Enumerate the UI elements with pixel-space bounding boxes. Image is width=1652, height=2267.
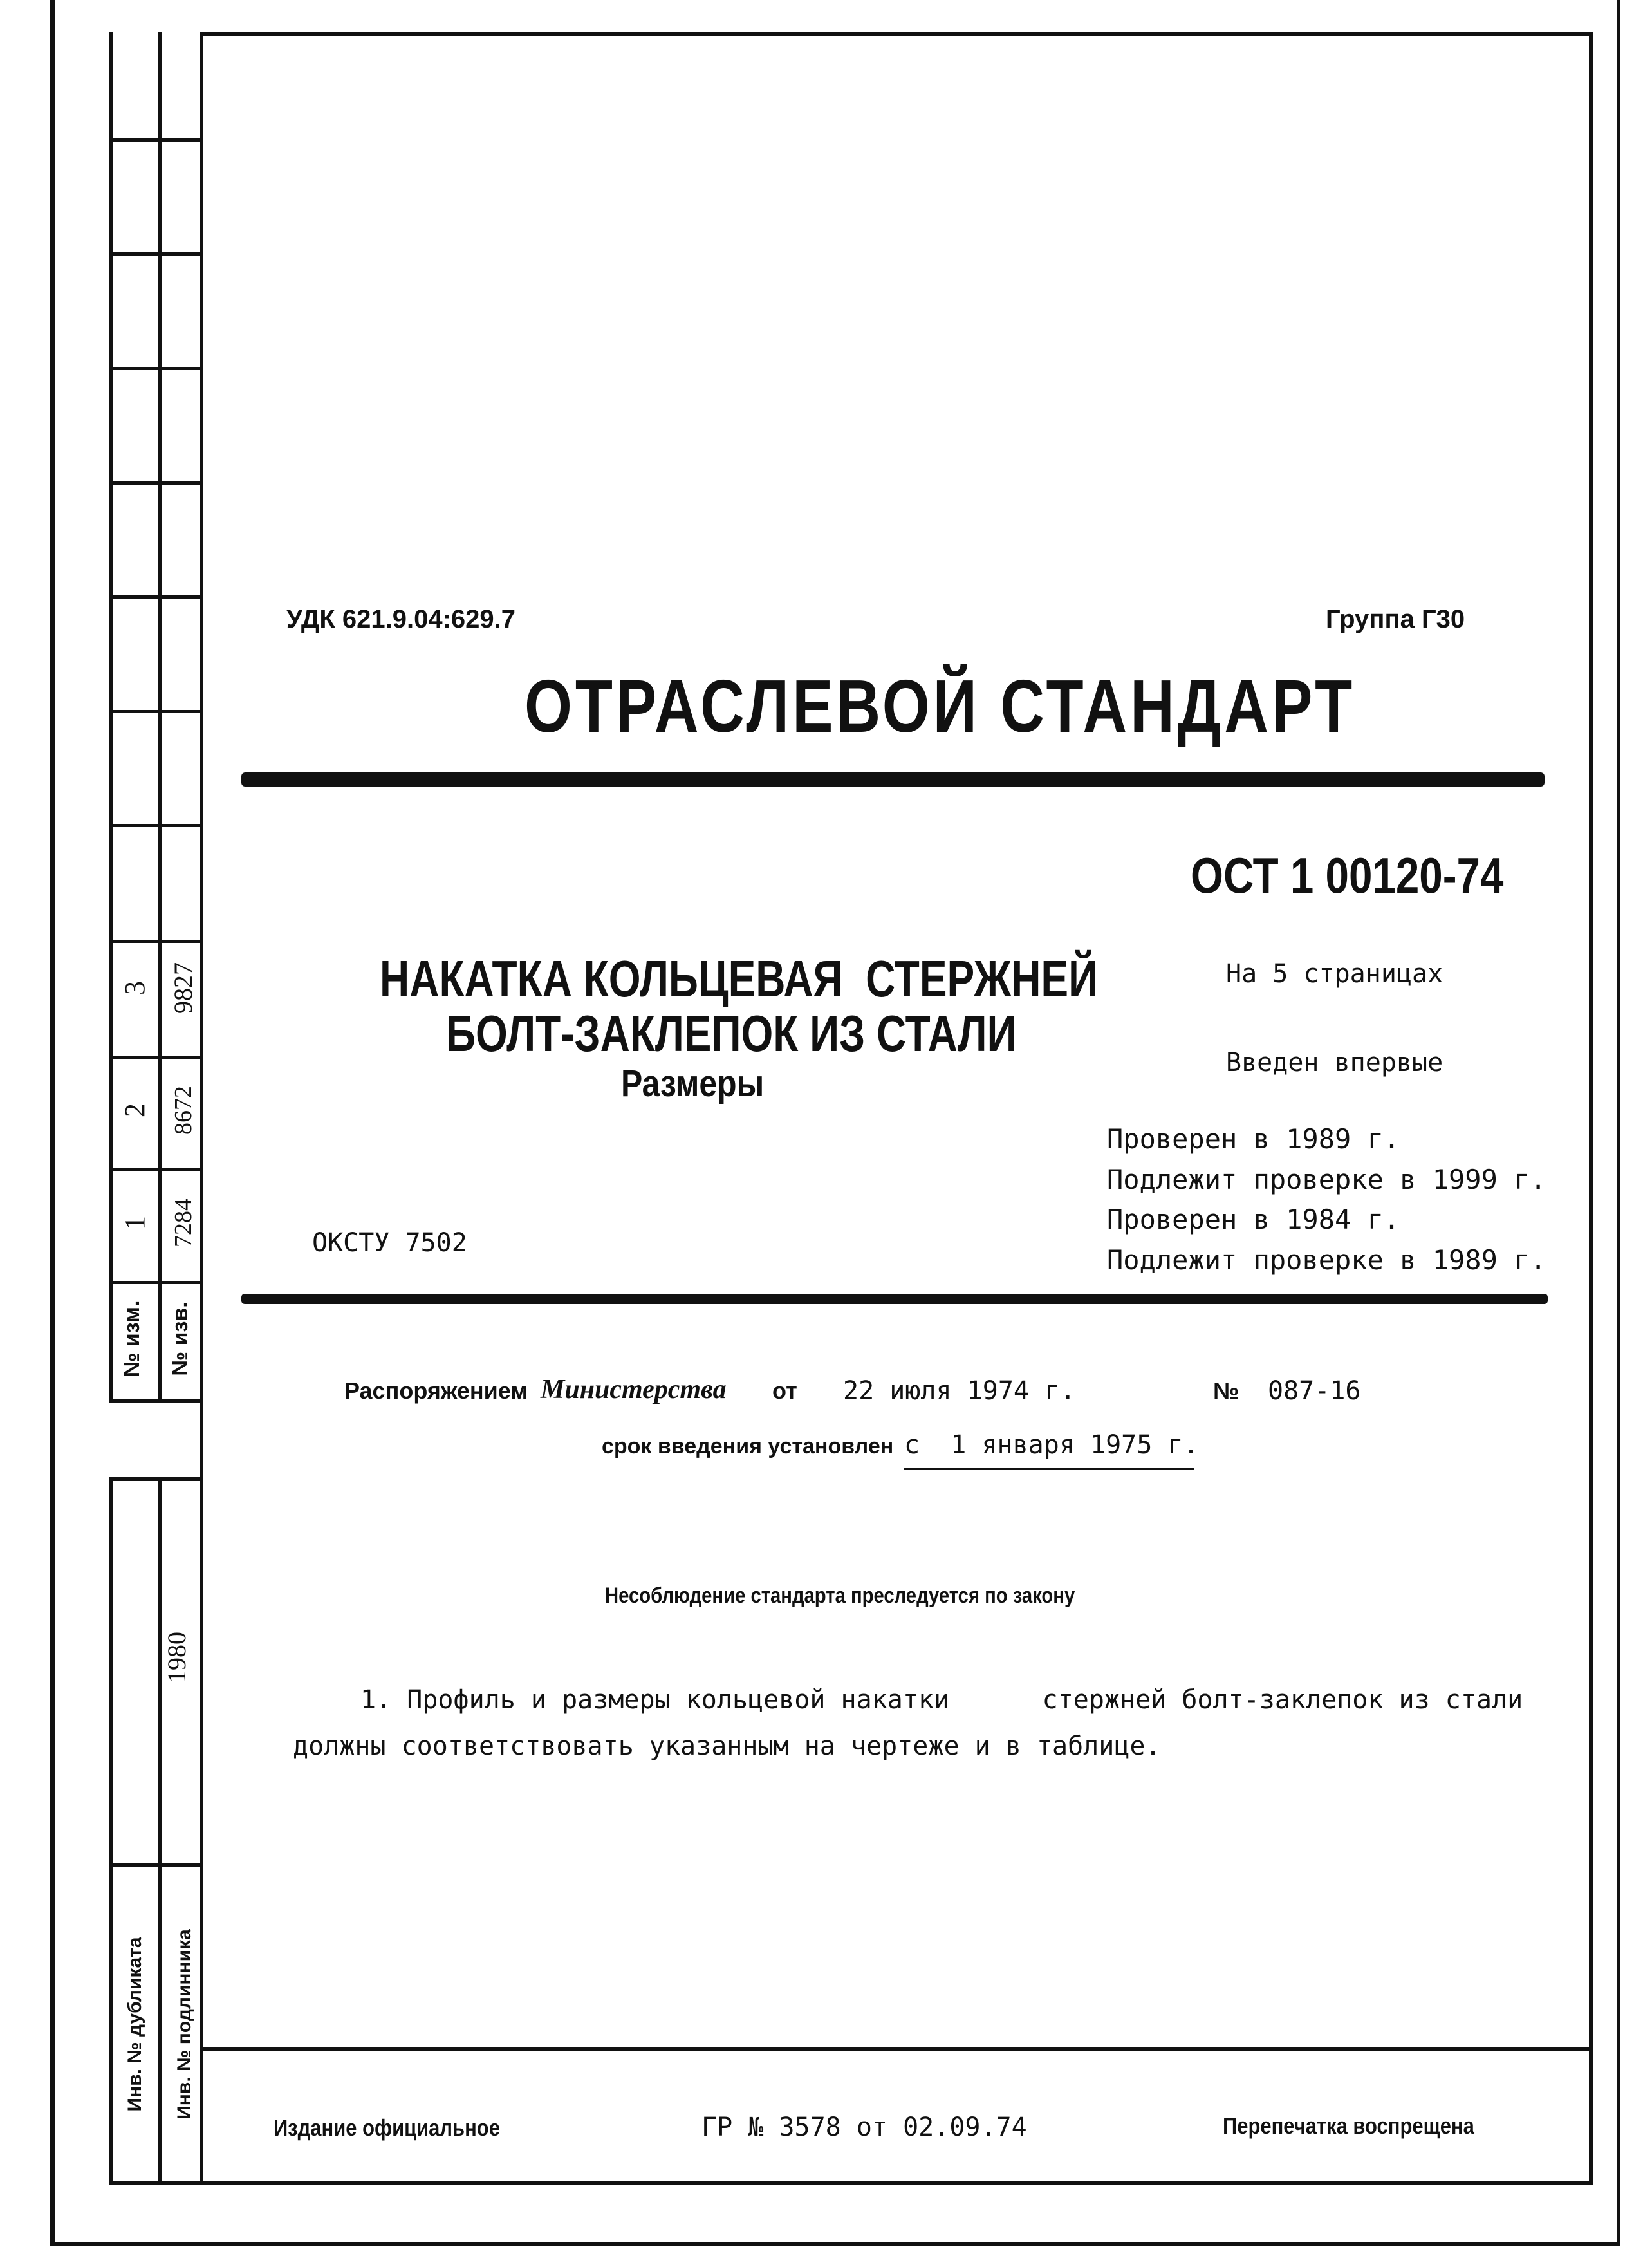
thick-rule-bottom: [241, 1294, 1548, 1304]
side-row-line: [109, 367, 203, 370]
standard-number: ОСТ 1 00120-74: [1191, 847, 1504, 904]
order-label: Распоряжением: [344, 1377, 528, 1404]
side-row-line: [109, 824, 203, 827]
order-from-label: от: [772, 1377, 797, 1404]
side-strip-upper-divider: [158, 32, 162, 1403]
check-1: Проверен в 1989 г.: [1107, 1123, 1400, 1155]
standard-title-line1: НАКАТКА КОЛЬЦЕВАЯ СТЕРЖНЕЙ: [380, 950, 1099, 1007]
notice-1: 7284: [170, 1199, 197, 1247]
group: Группа Г30: [1326, 605, 1465, 633]
side-row-line: [109, 595, 203, 599]
side-row-line: [109, 481, 203, 485]
standard-title-line3: Размеры: [621, 1063, 765, 1105]
thick-rule-top: [241, 772, 1545, 787]
notice-label: № изв.: [168, 1301, 192, 1376]
change-3: 3: [119, 981, 151, 995]
inv-dup-label: Инв. № дубликата: [124, 1937, 145, 2112]
body-paragraph-line1: 1. Профиль и размеры кольцевой накатки стержней болт-заклепок из стали: [360, 1685, 1523, 1715]
side-row-line: [109, 1056, 203, 1059]
side-row-line: [109, 710, 203, 713]
check-2: Подлежит проверке в 1999 г.: [1107, 1164, 1546, 1195]
side-row-line: [109, 1281, 203, 1284]
order-by: Министерства: [541, 1375, 727, 1404]
side-row-line: [109, 1168, 203, 1171]
standard-title-line2: БОЛТ-ЗАКЛЕПОК ИЗ СТАЛИ: [446, 1005, 1017, 1062]
body-paragraph-line2: должны соответствовать указанным на чертеже и в таблице.: [293, 1731, 1161, 1761]
footer-reprint: Перепечатка воспрещена: [1223, 2113, 1474, 2139]
term-label: срок введения установлен: [602, 1434, 894, 1459]
footer-registration: ГР № 3578 от 02.09.74: [701, 2113, 1027, 2142]
oksty: ОКСТУ 7502: [312, 1228, 467, 1258]
check-4: Подлежит проверке в 1989 г.: [1107, 1244, 1546, 1276]
order-number: 087-16: [1268, 1376, 1361, 1406]
udk: УДК 621.9.04:629.7: [286, 605, 515, 633]
law-notice: Несоблюдение стандарта преследуется по закону: [605, 1583, 1075, 1608]
order-no-label: №: [1213, 1377, 1239, 1404]
inv-orig-label: Инв. № подлинника: [174, 1929, 195, 2120]
side-strip-lower-divider: [158, 1477, 162, 2185]
term-underline: [904, 1468, 1194, 1470]
introduced-note: Введен впервые: [1226, 1048, 1443, 1078]
footer-edition: Издание официальное: [274, 2114, 500, 2141]
change-1: 1: [119, 1216, 151, 1230]
side-row-line: [109, 252, 203, 256]
inv-year: 1980: [162, 1632, 191, 1683]
notice-3: 9827: [169, 962, 198, 1014]
inner-frame: [200, 32, 1593, 2185]
main-title: ОТРАСЛЕВОЙ СТАНДАРТ: [524, 664, 1356, 748]
term-value: с 1 января 1975 г.: [904, 1430, 1199, 1460]
footer-rule: [203, 2047, 1593, 2051]
change-label: № изм.: [120, 1300, 144, 1377]
check-3: Проверен в 1984 г.: [1107, 1204, 1400, 1235]
side-row-line: [109, 138, 203, 142]
change-2: 2: [119, 1103, 151, 1117]
pages-count: На 5 страницах: [1226, 959, 1443, 989]
notice-2: 8672: [170, 1086, 197, 1135]
side-row-line: [109, 1863, 203, 1867]
order-date: 22 июля 1974 г.: [843, 1376, 1076, 1406]
